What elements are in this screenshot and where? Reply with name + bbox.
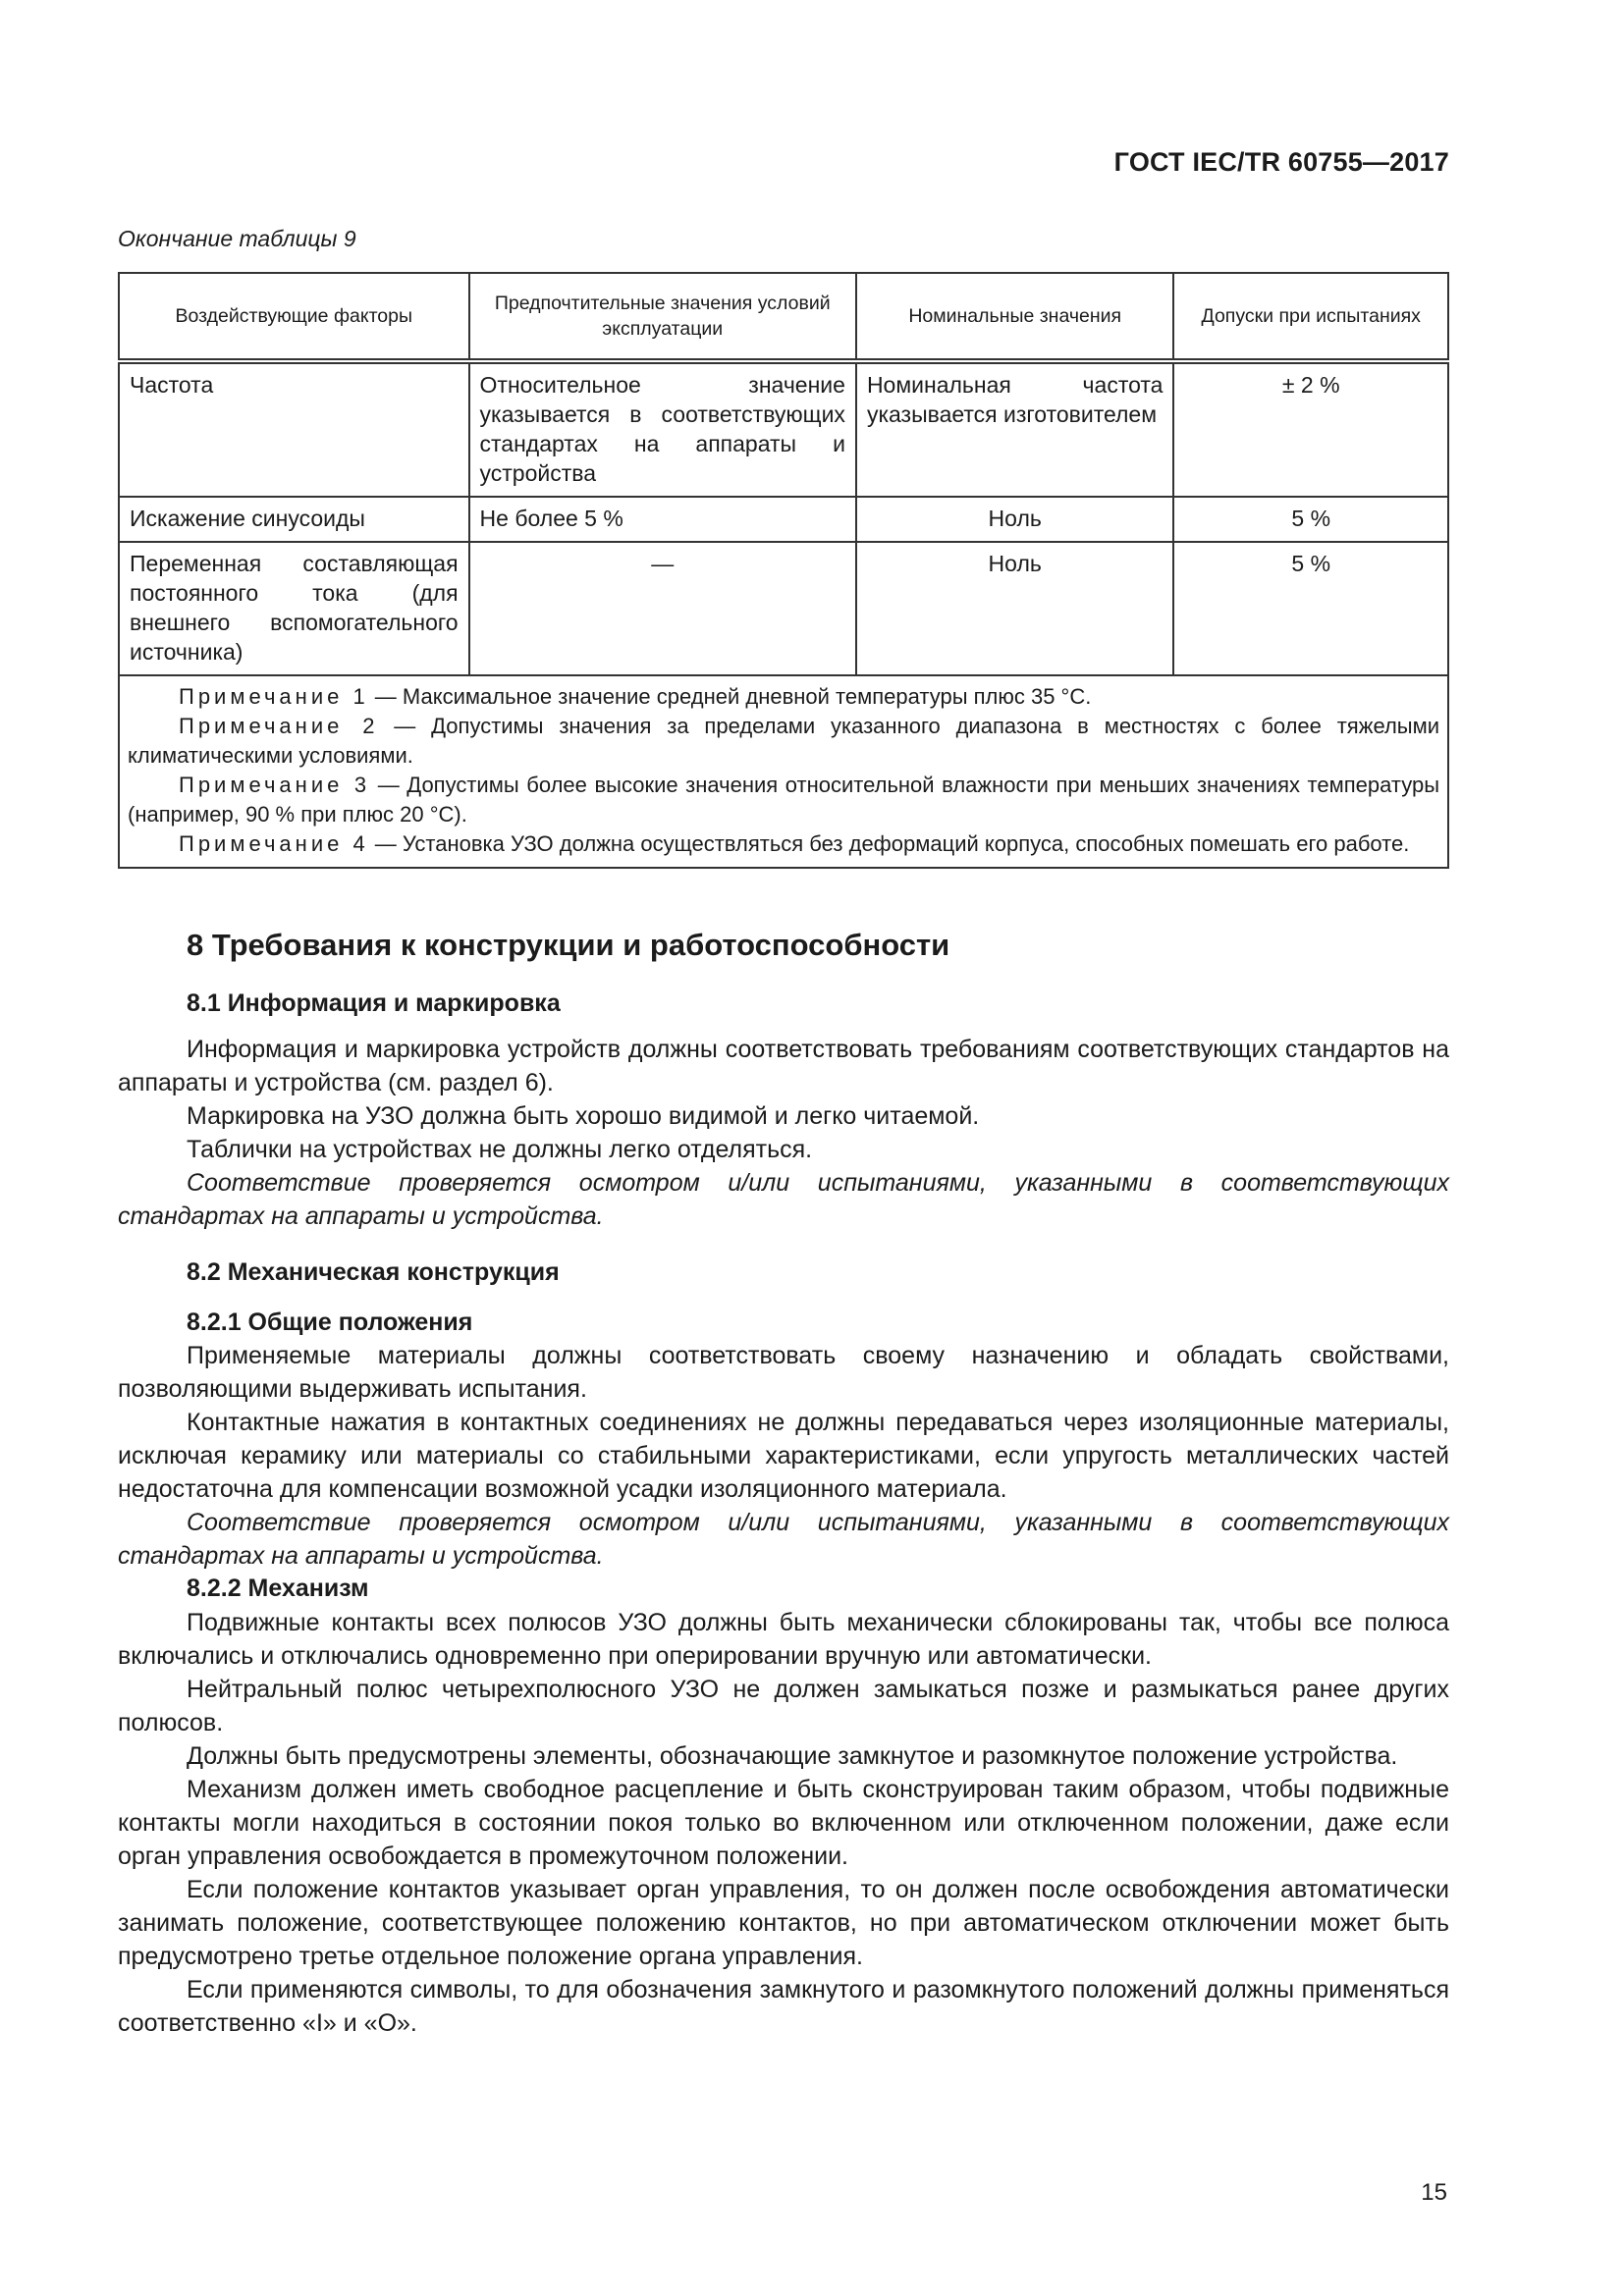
paragraph: Контактные нажатия в контактных соединениях не должны передаваться через изоляционные материалы, исключая керамику или материалы со стабильными характеристиками, если упругость металлических частей недостаточна для компенсации возможной усадки изоляционного материала. (118, 1409, 1449, 1503)
column-header: Воздействующие факторы (119, 273, 469, 361)
table-note (128, 829, 1439, 859)
section-8-title: 8 Требования к конструкции и работоспособности (187, 928, 950, 962)
paragraph-italic: Соответствие проверяется осмотром и/или испытаниями, указанными в соответствующих стандартах на аппараты и устройства. (118, 1509, 1449, 1570)
cell-factor: Переменная составляющая постоянного тока (для внешнего вспомогательного источника) (119, 542, 469, 675)
paragraph: Применяемые материалы должны соответствовать своему назначению и обладать свойствами, позволяющими выдерживать испытания. (118, 1342, 1449, 1403)
page-number: 15 (1421, 2179, 1447, 2206)
note-label: Примечание 3 (179, 773, 371, 797)
paragraph: Должны быть предусмотрены элементы, обозначающие замкнутое и разомкнутое положение устройства. (187, 1742, 1398, 1770)
section-8-2-title: 8.2 Механическая конструкция (187, 1258, 560, 1286)
paragraph: Механизм должен иметь свободное расцепление и быть сконструирован таким образом, чтобы подвижные контакты могли находиться в состоянии покоя только во включенном или отключенном положении, даже если орган управления освобождается в промежуточном положении. (118, 1776, 1449, 1870)
note-label: Примечание 2 (179, 714, 379, 738)
cell-nominal: Ноль (856, 497, 1174, 542)
table-row (119, 361, 1448, 497)
paragraph: Если положение контактов указывает орган управления, то он должен после освобождения автоматически занимать положение, соответствующее положению контактов, но при автоматическом отключении может быть предусмотрено третье отдельное положение органа управления. (118, 1876, 1449, 1970)
note-label: Примечание 1 (179, 684, 369, 709)
cell-tolerance: 5 % (1173, 542, 1448, 675)
paragraph: Подвижные контакты всех полюсов УЗО должны быть механически сблокированы так, чтобы все полюса включались и отключались одновременно при оперировании вручную или автоматически. (118, 1609, 1449, 1670)
paragraph: Если применяются символы, то для обозначения замкнутого и разомкнутого положений должны применяться соответственно «I» и «O». (118, 1976, 1449, 2037)
cell-preferred: Относительное значение указывается в соответствующих стандартах на аппараты и устройства (469, 361, 856, 497)
cell-preferred: Не более 5 % (469, 497, 856, 542)
table-notes-row (119, 675, 1448, 868)
section-8-2-1-body (118, 1339, 1449, 1573)
note-text: — Допустимы более высокие значения относительной влажности при меньших значениях температуры (например, 90 % при плюс 20 °С). (128, 773, 1440, 827)
paragraph-italic: Соответствие проверяется осмотром и/или испытаниями, указанными в соответствующих стандартах на аппараты и устройства. (118, 1169, 1449, 1230)
note-text: — Установка УЗО должна осуществляться без деформаций корпуса, способных помешать его работе. (368, 831, 1410, 856)
table-caption: Окончание таблицы 9 (118, 226, 356, 251)
table-note (128, 771, 1439, 829)
section-8-1-body (118, 1033, 1449, 1233)
paragraph: Нейтральный полюс четырехполюсного УЗО не должен замыкаться позже и размыкаться ранее других полюсов. (118, 1676, 1449, 1736)
cell-factor: Искажение синусоиды (119, 497, 469, 542)
note-text: — Допустимы значения за пределами указанного диапазона в местностях с более тяжелыми климатическими условиями. (128, 714, 1440, 768)
cell-preferred: — (469, 542, 856, 675)
paragraph: Таблички на устройствах не должны легко отделяться. (187, 1136, 813, 1163)
table-notes (119, 675, 1448, 868)
section-8-2-2-body (118, 1606, 1449, 2040)
note-label: Примечание 4 (179, 831, 369, 856)
table-row (119, 497, 1448, 542)
cell-nominal: Ноль (856, 542, 1174, 675)
section-8-2-1-title: 8.2.1 Общие положения (187, 1308, 473, 1336)
section-8-2-2-title: 8.2.2 Механизм (187, 1575, 369, 1602)
table-header-row (119, 273, 1448, 361)
cell-tolerance: ± 2 % (1173, 361, 1448, 497)
cell-nominal: Номинальная частота указывается изготовителем (856, 361, 1174, 497)
cell-factor: Частота (119, 361, 469, 497)
column-header: Допуски при испытаниях (1173, 273, 1448, 361)
doc-header: ГОСТ IEC/TR 60755—2017 (1113, 147, 1449, 177)
note-text: — Максимальное значение средней дневной температуры плюс 35 °С. (368, 684, 1092, 709)
specs-table (118, 272, 1449, 869)
paragraph: Маркировка на УЗО должна быть хорошо видимой и легко читаемой. (187, 1102, 980, 1130)
section-8-1-title: 8.1 Информация и маркировка (187, 989, 561, 1017)
table-row (119, 542, 1448, 675)
table-note (128, 682, 1439, 712)
column-header: Номинальные значения (856, 273, 1174, 361)
table-note (128, 712, 1439, 771)
column-header: Предпочтительные значения условий эксплуатации (469, 273, 856, 361)
cell-tolerance: 5 % (1173, 497, 1448, 542)
paragraph: Информация и маркировка устройств должны соответствовать требованиям соответствующих стандартов на аппараты и устройства (см. раздел 6). (118, 1036, 1449, 1096)
